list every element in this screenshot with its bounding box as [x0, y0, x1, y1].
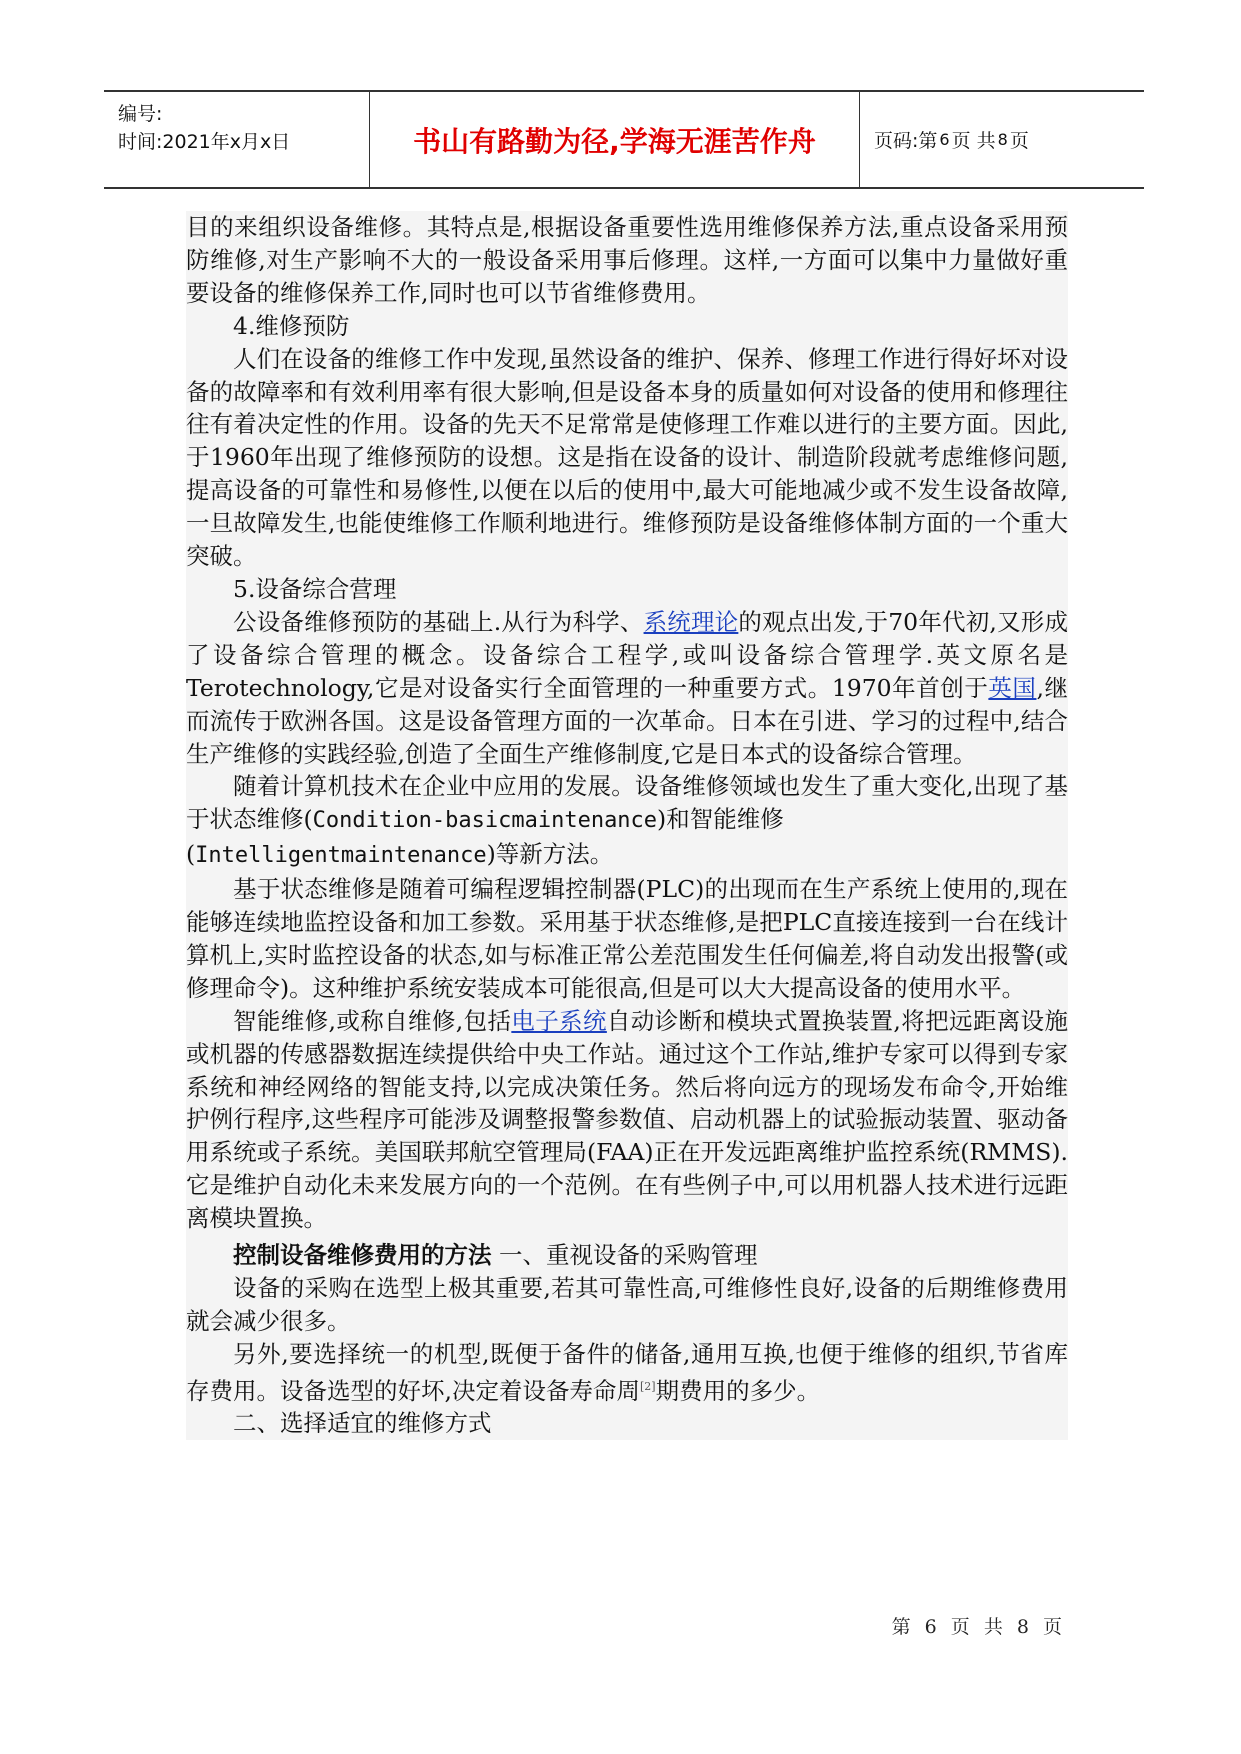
paragraph-4-text-b: )和智能维修	[657, 805, 784, 834]
paragraph-4	[186, 770, 1068, 873]
paragraph-3-text-a: 公设备维修预防的基础上.从行为科学、	[233, 607, 644, 636]
link-electronic-system[interactable]: 电子系统	[511, 1006, 607, 1035]
paragraph-7-rest: 一、重视设备的采购管理	[491, 1241, 758, 1270]
motto: 书山有路勤为径,学海无涯苦作舟	[370, 92, 860, 187]
term-intelligent: Intelligentmaintenance	[195, 843, 487, 869]
page-total: 8	[997, 130, 1008, 149]
paragraph-3-text-b: 的观点出发,于70年代初,又形成了设备综合管理的概念。设备综合工程学,或叫设备综合管理学.英文原名是Terotechnology,它是对设备实行全面管理的一种重要方式。1970年首创于	[186, 607, 1068, 702]
link-uk[interactable]: 英国	[988, 673, 1037, 702]
page-label-mid: 页 共	[951, 130, 996, 152]
page-current: 6	[939, 130, 950, 149]
paragraph-1: 目的来组织设备维修。其特点是,根据设备重要性选用维修保养方法,重点设备采用预防维修,对生产影响不大的一般设备采用事后修理。这样,一方面可以集中力量做好重要设备的维修保养工作,同时也可以节省维修费用。	[186, 213, 1068, 307]
paragraph-2: 人们在设备的维修工作中发现,虽然设备的维护、保养、修理工作进行得好坏对设备的故障率和有效利用率有很大影响,但是设备本身的质量如何对设备的使用和修理往往有着决定性的作用。设备的先天不足常常是使修理工作难以进行的主要方面。因此,于1960年出现了维修预防的设想。这是指在设备的设计、制造阶段就考虑维修问题,提高设备的可靠性和易修性,以便在以后的使用中,最大可能地减少或不发生设备故障,一旦故障发生,也能使维修工作顺利地进行。维修预防是设备维修体制方面的一个重大突破。	[186, 344, 1068, 571]
paragraph-7	[186, 1239, 1068, 1272]
paragraph-6-text-b: 自动诊断和模块式置换装置,将把远距离设施或机器的传感器数据连续提供给中央工作站。通过这个工作站,维护专家可以得到专家系统和神经网络的智能支持,以完成决策任务。然后将向远方的现场发布命令,开始维护例行程序,这些程序可能涉及调整报警参数值、启动机器上的试验振动装置、驱动备用系统或子系统。美国联邦航空管理局(FAA)正在开发远距离维护监控系统(RMMS).它是维护自动化未来发展方向的一个范例。在有些例子中,可以用机器人技术进行远距离模块置换。	[186, 1006, 1068, 1233]
paragraph-3-text-c: ,继而流传于欧洲各国。这是设备管理方面的一次革命。日本在引进、学习的过程中,结合生产维修的实践经验,创造了全面生产维修制度,它是日本式的设备综合管理。	[186, 673, 1068, 768]
paragraph-6	[186, 1005, 1068, 1235]
page-label-suffix: 页	[1009, 130, 1029, 152]
section-heading-4: 4.维修预防	[233, 311, 350, 340]
link-system-theory[interactable]: 系统理论	[643, 607, 739, 636]
paragraph-4-text-d: )等新方法。	[486, 840, 614, 869]
section-heading-5: 5.设备综合营理	[233, 574, 397, 603]
document-body	[186, 211, 1068, 1440]
paragraph-9-text-a: 另外,要选择统一的机型,既便于备件的储备,通用互换,也便于维修的组织,节省库存费用。设备选型的好坏,决定着设备寿命周	[186, 1339, 1068, 1405]
page-label-prefix: 页码:第	[874, 130, 938, 152]
header-left-cell	[104, 92, 370, 187]
paragraph-6-text-a: 智能维修,或称自维修,包括	[233, 1006, 512, 1035]
page-info	[860, 92, 1144, 187]
section-title-cost-control: 控制设备维修费用的方法	[233, 1241, 492, 1270]
paragraph-9-text-b: 期费用的多少。	[655, 1376, 821, 1405]
time-label: 时间:2021年x月x日	[118, 131, 291, 153]
page-footer: 第 6 页 共 8 页	[891, 1616, 1066, 1638]
paragraph-5: 基于状态维修是随着可编程逻辑控制器(PLC)的出现而在生产系统上使用的,现在能够连续地监控设备和加工参数。采用基于状态维修,是把PLC直接连接到一台在线计算机上,实时监控设备的状态,如与标准正常公差范围发生任何偏差,将自动发出报警(或修理命令)。这种维护系统安装成本可能很高,但是可以大大提高设备的使用水平。	[186, 875, 1068, 1002]
paragraph-4-text-a: 随着计算机技术在企业中应用的发展。设备维修领域也发生了重大变化,出现了基于状态维修(	[186, 772, 1068, 834]
paragraph-8: 设备的采购在选型上极其重要,若其可靠性高,可维修性良好,设备的后期维修费用就会减少很多。	[186, 1274, 1068, 1335]
number-label: 编号:	[118, 103, 163, 125]
paragraph-4-text-c: (	[186, 840, 196, 869]
page-header	[104, 90, 1144, 189]
paragraph-9	[186, 1338, 1068, 1408]
paragraph-3	[186, 606, 1068, 771]
reference-superscript[interactable]: [2]	[639, 1379, 656, 1393]
term-condition-based: Condition-basicmaintenance	[312, 808, 658, 834]
paragraph-10: 二、选择适宜的维修方式	[233, 1409, 492, 1438]
